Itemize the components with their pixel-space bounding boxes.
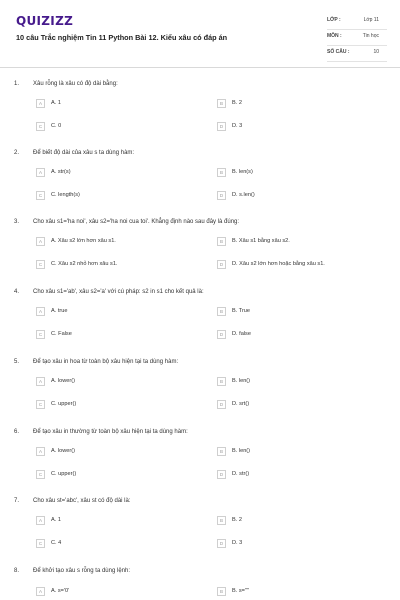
question-number: 6. bbox=[14, 429, 20, 435]
option-text: A. s='0' bbox=[51, 588, 70, 594]
option-letter-box: A bbox=[36, 99, 45, 108]
meta-row-subject bbox=[327, 30, 387, 46]
option-text: C. 0 bbox=[51, 123, 62, 129]
option-letter-box: B bbox=[217, 237, 226, 246]
option-text: D. srt() bbox=[232, 401, 250, 407]
question-number: 3. bbox=[14, 219, 20, 225]
option-letter-box: D bbox=[217, 191, 226, 200]
meta-value: Lớp 11 bbox=[363, 17, 379, 23]
option-letter-box: A bbox=[36, 516, 45, 525]
question-number: 4. bbox=[14, 289, 20, 295]
quizizz-logo: QUIZIZZ bbox=[16, 14, 74, 28]
question-number: 7. bbox=[14, 498, 20, 504]
question-text: Cho xâu s1='ab', xâu s2='a' với cú pháp: s2 in s1 cho kết quả là: bbox=[33, 289, 204, 295]
option-letter-box: D bbox=[217, 400, 226, 409]
option-text: C. upper() bbox=[51, 401, 77, 407]
question-number: 8. bbox=[14, 568, 20, 574]
option-text: D. 3 bbox=[232, 540, 243, 546]
option-text: A. Xâu s2 lớn hơn xâu s1. bbox=[51, 238, 116, 244]
question-text: Cho xâu s1='ha noi', xâu s2='ha noi cua toi'. Khẳng định nào sau đây là đúng: bbox=[33, 219, 240, 225]
option-text: D. Xâu s2 lớn hơn hoặc bằng xâu s1. bbox=[232, 261, 325, 267]
option-text: A. true bbox=[51, 308, 68, 314]
option-text: A. lower() bbox=[51, 448, 75, 454]
option-text: C. length(s) bbox=[51, 192, 80, 198]
option-text: D. 3 bbox=[232, 123, 243, 129]
meta-value: Tin học bbox=[362, 33, 379, 39]
option-letter-box: A bbox=[36, 237, 45, 246]
meta-value: 10 bbox=[373, 49, 379, 55]
option-letter-box: B bbox=[217, 447, 226, 456]
question-text: Để khởi tạo xâu s rỗng ta dùng lệnh: bbox=[33, 568, 130, 574]
option-letter-box: B bbox=[217, 377, 226, 386]
option-text: D. str() bbox=[232, 471, 250, 477]
option-text: B. len() bbox=[232, 448, 251, 454]
option-letter-box: B bbox=[217, 516, 226, 525]
option-text: B. Xâu s1 bằng xâu s2. bbox=[232, 238, 290, 244]
option-text: D. s.len() bbox=[232, 192, 255, 198]
option-letter-box: C bbox=[36, 191, 45, 200]
question-number: 2. bbox=[14, 150, 20, 156]
option-text: C. 4 bbox=[51, 540, 62, 546]
option-letter-box: A bbox=[36, 168, 45, 177]
option-letter-box: D bbox=[217, 330, 226, 339]
meta-label: SỐ CÂU : bbox=[327, 49, 350, 55]
option-letter-box: C bbox=[36, 260, 45, 269]
option-text: B. s="" bbox=[232, 588, 249, 594]
question-number: 5. bbox=[14, 359, 20, 365]
option-letter-box: B bbox=[217, 99, 226, 108]
question-text: Xâu rỗng là xâu có độ dài bằng: bbox=[33, 81, 118, 87]
option-letter-box: A bbox=[36, 587, 45, 596]
option-letter-box: D bbox=[217, 122, 226, 131]
option-letter-box: C bbox=[36, 539, 45, 548]
question-text: Để tạo xâu in hoa từ toàn bộ xâu hiện tại ta dùng hàm: bbox=[33, 359, 179, 365]
question-text: Cho xâu st='abc', xâu st có độ dài là: bbox=[33, 498, 131, 504]
question-number: 1. bbox=[14, 81, 20, 87]
option-letter-box: C bbox=[36, 470, 45, 479]
option-text: C. Xâu s2 nhỏ hơn xâu s1. bbox=[51, 261, 118, 267]
option-text: B. 2 bbox=[232, 100, 242, 106]
option-letter-box: C bbox=[36, 400, 45, 409]
meta-row-count bbox=[327, 46, 387, 62]
option-text: B. len(s) bbox=[232, 169, 253, 175]
header-divider bbox=[0, 67, 400, 68]
option-letter-box: D bbox=[217, 539, 226, 548]
meta-label: MÔN : bbox=[327, 33, 342, 39]
option-letter-box: B bbox=[217, 168, 226, 177]
option-text: B. True bbox=[232, 308, 251, 314]
option-text: D. false bbox=[232, 331, 251, 337]
option-text: A. 1 bbox=[51, 100, 61, 106]
option-letter-box: A bbox=[36, 377, 45, 386]
option-letter-box: D bbox=[217, 470, 226, 479]
question-text: Để biết độ dài của xâu s ta dùng hàm: bbox=[33, 150, 135, 156]
page-title: 10 câu Trắc nghiệm Tin 11 Python Bài 12. Kiểu xâu có đáp án bbox=[16, 33, 228, 42]
option-letter-box: D bbox=[217, 260, 226, 269]
worksheet-meta bbox=[327, 14, 387, 62]
option-letter-box: C bbox=[36, 330, 45, 339]
meta-row-class bbox=[327, 14, 387, 30]
question-text: Để tạo xâu in thường từ toàn bộ xâu hiện tại ta dùng hàm: bbox=[33, 429, 188, 435]
option-text: C. False bbox=[51, 331, 72, 337]
option-text: B. len() bbox=[232, 378, 251, 384]
option-letter-box: A bbox=[36, 307, 45, 316]
option-text: A. str(s) bbox=[51, 169, 71, 175]
option-letter-box: B bbox=[217, 307, 226, 316]
option-text: A. 1 bbox=[51, 517, 61, 523]
option-letter-box: C bbox=[36, 122, 45, 131]
option-letter-box: B bbox=[217, 587, 226, 596]
option-letter-box: A bbox=[36, 447, 45, 456]
option-text: A. lower() bbox=[51, 378, 75, 384]
option-text: B. 2 bbox=[232, 517, 242, 523]
option-text: C. upper() bbox=[51, 471, 77, 477]
meta-label: LỚP : bbox=[327, 17, 341, 23]
